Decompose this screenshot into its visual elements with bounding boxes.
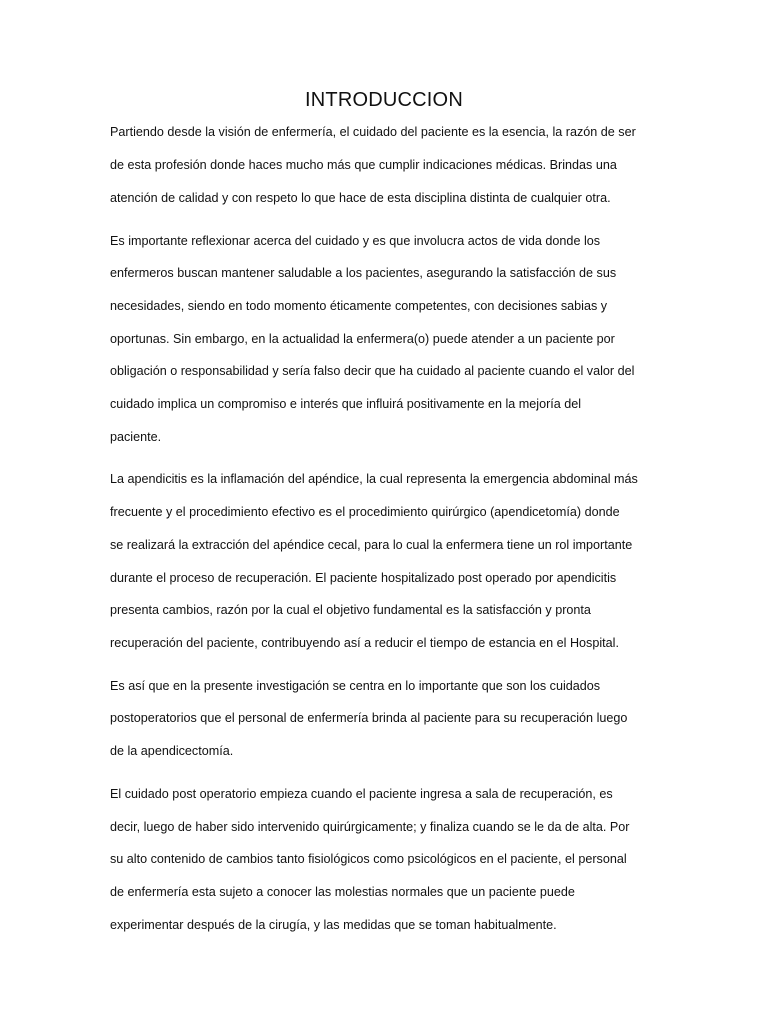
paragraph-line: El cuidado post operatorio empieza cuando el paciente ingresa a sala de recuperación, es — [110, 787, 613, 801]
paragraph-line: oportunas. Sin embargo, en la actualidad la enfermera(o) puede atender a un paciente por — [110, 332, 615, 346]
paragraph-line: de esta profesión donde haces mucho más que cumplir indicaciones médicas. Brindas una — [110, 158, 617, 172]
paragraph-line: Partiendo desde la visión de enfermería, el cuidado del paciente es la esencia, la razón de ser — [110, 125, 636, 139]
paragraph-line: se realizará la extracción del apéndice cecal, para lo cual la enfermera tiene un rol importante — [110, 538, 633, 552]
paragraph-line: Es así que en la presente investigación se centra en lo importante que son los cuidados — [110, 679, 601, 693]
paragraph-line: Es importante reflexionar acerca del cuidado y es que involucra actos de vida donde los — [110, 234, 601, 248]
page-title: INTRODUCCION — [305, 89, 463, 111]
paragraph-line: paciente. — [110, 430, 162, 444]
paragraph-line: decir, luego de haber sido intervenido quirúrgicamente; y finaliza cuando se le da de alta. Por — [110, 820, 630, 834]
paragraph-line: enfermeros buscan mantener saludable a los pacientes, asegurando la satisfacción de sus — [110, 266, 617, 280]
paragraph-line: durante el proceso de recuperación. El paciente hospitalizado post operado por apendicitis — [110, 571, 617, 585]
paragraph-line: de enfermería esta sujeto a conocer las molestias normales que un paciente puede — [110, 885, 575, 899]
paragraph-line: postoperatorios que el personal de enfermería brinda al paciente para su recuperación luego — [110, 711, 628, 725]
paragraph-line: obligación o responsabilidad y sería falso decir que ha cuidado al paciente cuando el valor del — [110, 364, 635, 378]
paragraph-line: experimentar después de la cirugía, y las medidas que se toman habitualmente. — [110, 918, 557, 932]
paragraph-line: atención de calidad y con respeto lo que hace de esta disciplina distinta de cualquier otra. — [110, 191, 611, 205]
paragraph-line: frecuente y el procedimiento efectivo es el procedimiento quirúrgico (apendicetomía) donde — [110, 505, 620, 519]
paragraph-line: necesidades, siendo en todo momento éticamente competentes, con decisiones sabias y — [110, 299, 608, 313]
paragraph-line: La apendicitis es la inflamación del apéndice, la cual representa la emergencia abdominal más — [110, 472, 638, 486]
paragraph-line: su alto contenido de cambios tanto fisiológicos como psicológicos en el paciente, el personal — [110, 852, 627, 866]
paragraph-line: recuperación del paciente, contribuyendo así a reducir el tiempo de estancia en el Hospital. — [110, 636, 619, 650]
paragraph-line: cuidado implica un compromiso e interés que influirá positivamente en la mejoría del — [110, 397, 582, 411]
paragraph-line: presenta cambios, razón por la cual el objetivo fundamental es la satisfacción y pronta — [110, 603, 591, 617]
paragraph-line: de la apendicectomía. — [110, 744, 234, 758]
